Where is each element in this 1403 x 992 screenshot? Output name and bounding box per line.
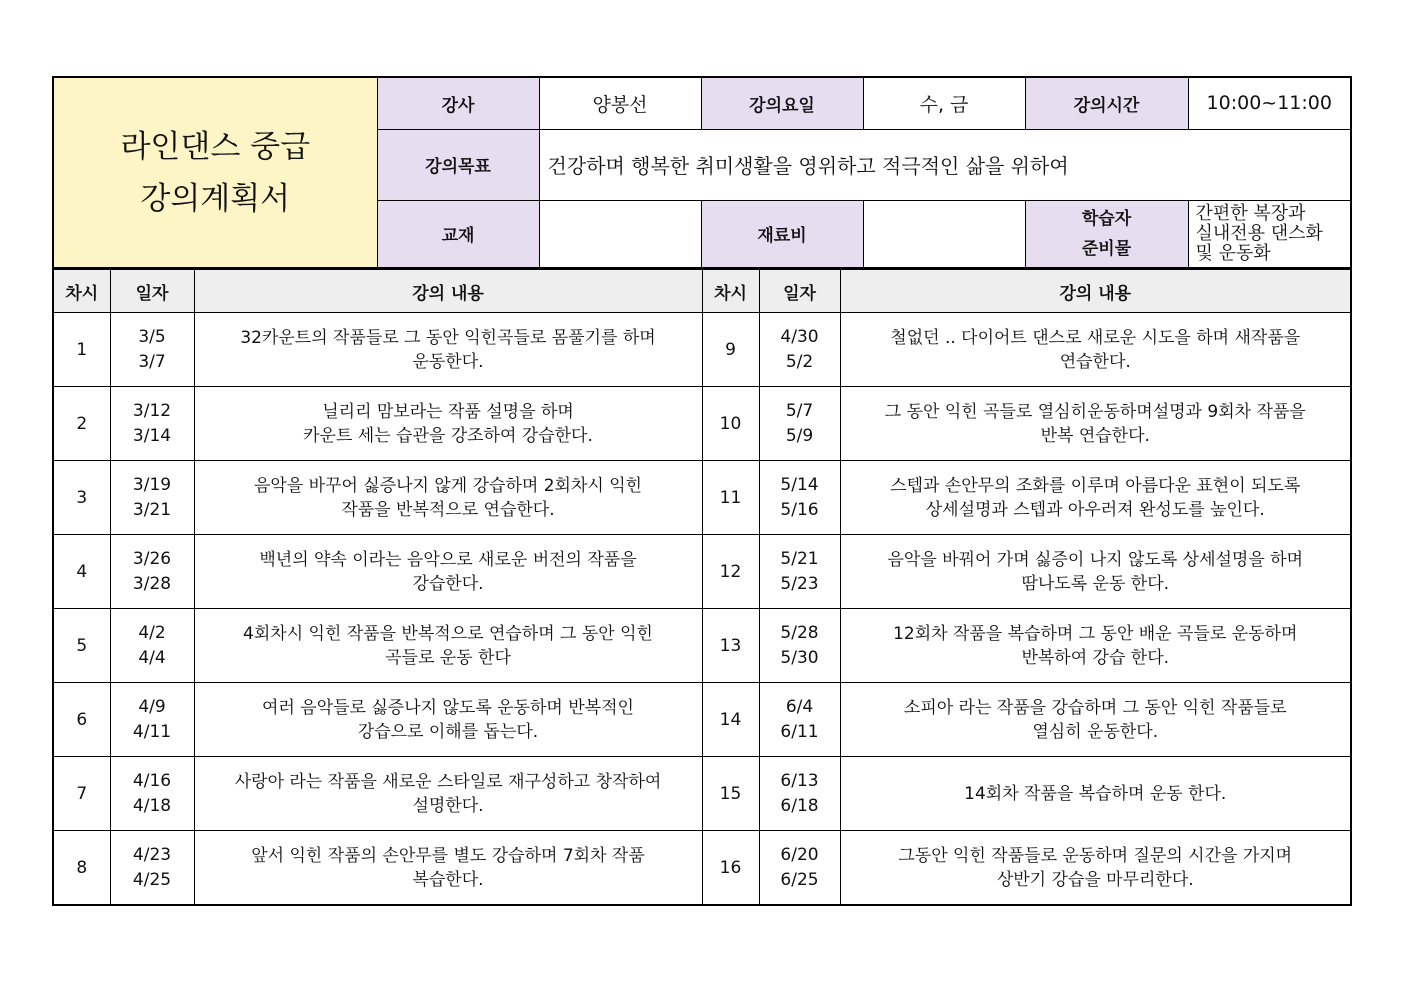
- session-number: 12: [702, 535, 759, 609]
- day-label: 강의요일: [701, 77, 863, 129]
- col-date-left: 일자: [110, 269, 194, 313]
- session-content-line1: 스텝과 손안무의 조화를 이루며 아름다운 표현이 되도록: [890, 475, 1301, 496]
- session-number: 16: [702, 831, 759, 906]
- session-content: [840, 831, 1351, 906]
- session-dates: [110, 683, 194, 757]
- prep-value: [1188, 200, 1351, 268]
- session-number: 13: [702, 609, 759, 683]
- course-title-line1: 라인댄스 중급: [120, 128, 311, 165]
- session-content-line2: 강습한다.: [412, 573, 484, 594]
- col-session-left: 차시: [53, 269, 110, 313]
- session-content: [194, 831, 702, 906]
- time-value: 10:00~11:00: [1188, 77, 1351, 129]
- session-date-2: 4/25: [132, 869, 172, 890]
- textbook-label: 교재: [377, 200, 539, 268]
- session-content-line1: 백년의 약속 이라는 음악으로 새로운 버전의 작품을: [259, 549, 637, 570]
- session-content: [194, 313, 702, 387]
- session-content-line2: 반복 연습한다.: [1040, 425, 1150, 446]
- session-content: [840, 757, 1351, 831]
- session-date-1: 4/2: [138, 622, 166, 643]
- header-table: [52, 76, 1352, 269]
- col-content-left: 강의 내용: [194, 269, 702, 313]
- session-dates: [759, 461, 840, 535]
- session-content: [840, 461, 1351, 535]
- session-content: [840, 683, 1351, 757]
- session-content: [194, 387, 702, 461]
- session-date-2: 4/18: [132, 795, 172, 816]
- session-number: 14: [702, 683, 759, 757]
- textbook-value: [539, 200, 701, 268]
- session-dates: [759, 609, 840, 683]
- session-date-2: 4/11: [132, 721, 172, 742]
- table-row: [53, 683, 1351, 757]
- day-value: 수, 금: [863, 77, 1025, 129]
- session-number: 7: [53, 757, 110, 831]
- session-dates: [110, 535, 194, 609]
- table-row: [53, 461, 1351, 535]
- session-date-1: 5/14: [780, 474, 819, 495]
- session-content-line2: 작품을 반복적으로 연습한다.: [341, 499, 555, 520]
- session-date-2: 3/14: [132, 425, 172, 446]
- table-row: [53, 609, 1351, 683]
- session-content: [194, 461, 702, 535]
- session-content-line2: 상세설명과 스텝과 아우러져 완성도를 높인다.: [925, 499, 1265, 520]
- session-date-2: 5/2: [785, 351, 814, 372]
- session-content-line1: 32카운트의 작품들로 그 동안 익힌곡들로 몸풀기를 하며: [240, 327, 656, 348]
- session-content: [840, 387, 1351, 461]
- session-date-1: 4/23: [132, 844, 172, 865]
- session-content-line1: 소피아 라는 작품을 강습하며 그 동안 익힌 작품들로: [903, 697, 1287, 718]
- session-date-2: 3/7: [138, 351, 166, 372]
- session-content-line1: 4회차시 익힌 작품을 반복적으로 연습하며 그 동안 익힌: [243, 623, 653, 644]
- prep-label-line1: 학습자: [1081, 208, 1132, 229]
- session-content-line1: 사랑아 라는 작품을 새로운 스타일로 재구성하고 창작하여: [234, 771, 662, 792]
- session-content-line2: 설명한다.: [412, 795, 484, 816]
- session-content-line1: 철없던 .. 다이어트 댄스로 새로운 시도을 하며 새작품을: [890, 327, 1301, 348]
- session-date-2: 5/23: [780, 573, 819, 594]
- session-dates: [110, 831, 194, 906]
- session-content-line2: 땀나도록 운동 한다.: [1021, 573, 1170, 594]
- session-content-line1: 14회차 작품을 복습하며 운동 한다.: [964, 783, 1227, 804]
- session-dates: [759, 831, 840, 906]
- session-content: [194, 757, 702, 831]
- table-row: [53, 387, 1351, 461]
- goal-value: 건강하며 행복한 취미생활을 영위하고 적극적인 삶을 위하여: [539, 129, 1351, 200]
- course-title: [53, 77, 377, 268]
- session-date-1: 4/9: [138, 696, 166, 717]
- table-row: [53, 757, 1351, 831]
- session-dates: [110, 757, 194, 831]
- session-date-1: 4/16: [132, 770, 172, 791]
- session-dates: [759, 683, 840, 757]
- session-content-line1: 음악을 바꾸어 싫증나지 않게 강습하며 2회차시 익힌: [253, 475, 643, 496]
- session-content-line2: 연습한다.: [1059, 351, 1131, 372]
- session-date-2: 6/11: [780, 721, 819, 742]
- session-dates: [110, 461, 194, 535]
- session-dates: [110, 387, 194, 461]
- session-dates: [759, 387, 840, 461]
- session-number: 9: [702, 313, 759, 387]
- session-content-line1: 닐리리 맘보라는 작품 설명을 하며: [322, 401, 574, 422]
- session-content-line1: 앞서 익힌 작품의 손안무를 별도 강습하며 7회차 작품: [251, 845, 645, 866]
- session-date-1: 6/20: [780, 844, 819, 865]
- session-date-1: 3/26: [132, 548, 172, 569]
- session-date-2: 5/16: [780, 499, 819, 520]
- session-number: 1: [53, 313, 110, 387]
- session-date-2: 3/21: [132, 499, 172, 520]
- session-date-2: 6/25: [780, 869, 819, 890]
- material-fee-label: 재료비: [701, 200, 863, 268]
- session-date-1: 5/7: [785, 400, 814, 421]
- session-content-line1: 12회차 작품을 복습하며 그 동안 배운 곡들로 운동하며: [893, 623, 1298, 644]
- session-date-2: 4/4: [138, 647, 166, 668]
- session-date-2: 5/9: [785, 425, 814, 446]
- session-number: 6: [53, 683, 110, 757]
- schedule-header-row: [53, 269, 1351, 313]
- session-number: 8: [53, 831, 110, 906]
- session-content-line2: 복습한다.: [412, 869, 484, 890]
- material-fee-value: [863, 200, 1025, 268]
- session-content-line2: 강습으로 이해를 돕는다.: [357, 721, 539, 742]
- schedule-table: [52, 268, 1352, 906]
- session-number: 2: [53, 387, 110, 461]
- session-date-1: 4/30: [780, 326, 819, 347]
- session-content-line1: 그동안 익힌 작품들로 운동하며 질문의 시간을 가지며: [898, 845, 1293, 866]
- session-content: [840, 609, 1351, 683]
- prep-line1: 간편한 복장과: [1195, 202, 1306, 224]
- session-content-line2: 곡들로 운동 한다: [385, 647, 511, 668]
- session-dates: [759, 757, 840, 831]
- session-content: [840, 535, 1351, 609]
- col-date-right: 일자: [759, 269, 840, 313]
- session-date-2: 6/18: [780, 795, 819, 816]
- session-content-line1: 여러 음악들로 싫증나지 않도록 운동하며 반복적인: [262, 697, 634, 718]
- prep-label: [1025, 200, 1188, 268]
- session-dates: [759, 313, 840, 387]
- session-content: [194, 535, 702, 609]
- session-content-line1: 그 동안 익힌 곡들로 열심히운동하며설명과 9회차 작품을: [884, 401, 1306, 422]
- session-date-2: 3/28: [132, 573, 172, 594]
- course-title-line2: 강의계획서: [140, 180, 291, 217]
- session-number: 4: [53, 535, 110, 609]
- session-date-1: 3/19: [132, 474, 172, 495]
- prep-line3: 및 운동화: [1195, 242, 1271, 264]
- session-content-line2: 열심히 운동한다.: [1032, 721, 1159, 742]
- goal-label: 강의목표: [377, 129, 539, 200]
- session-content-line2: 카운트 세는 습관을 강조하여 강습한다.: [303, 425, 593, 446]
- instructor-value: 양봉선: [539, 77, 701, 129]
- session-date-1: 3/12: [132, 400, 172, 421]
- session-date-1: 5/28: [780, 622, 819, 643]
- prep-line2: 실내전용 댄스화: [1195, 222, 1323, 244]
- session-content: [840, 313, 1351, 387]
- session-number: 15: [702, 757, 759, 831]
- session-content: [194, 683, 702, 757]
- session-content-line2: 상반기 강습을 마무리한다.: [996, 869, 1194, 890]
- col-session-right: 차시: [702, 269, 759, 313]
- session-date-1: 3/5: [138, 326, 166, 347]
- time-label: 강의시간: [1025, 77, 1188, 129]
- session-date-1: 5/21: [780, 548, 819, 569]
- session-dates: [110, 609, 194, 683]
- session-number: 11: [702, 461, 759, 535]
- prep-label-line2: 준비물: [1081, 238, 1132, 259]
- session-content-line2: 반복하여 강습 한다.: [1021, 647, 1170, 668]
- session-content-line2: 운동한다.: [412, 351, 484, 372]
- session-number: 5: [53, 609, 110, 683]
- session-content-line1: 음악을 바꿔어 가며 싫증이 나지 않도록 상세설명을 하며: [887, 549, 1304, 570]
- instructor-label: 강사: [377, 77, 539, 129]
- session-number: 3: [53, 461, 110, 535]
- session-dates: [110, 313, 194, 387]
- session-date-1: 6/4: [785, 696, 814, 717]
- session-date-2: 5/30: [780, 647, 819, 668]
- col-content-right: 강의 내용: [840, 269, 1351, 313]
- table-row: [53, 535, 1351, 609]
- session-date-1: 6/13: [780, 770, 819, 791]
- table-row: [53, 313, 1351, 387]
- session-number: 10: [702, 387, 759, 461]
- session-content: [194, 609, 702, 683]
- session-dates: [759, 535, 840, 609]
- table-row: [53, 831, 1351, 906]
